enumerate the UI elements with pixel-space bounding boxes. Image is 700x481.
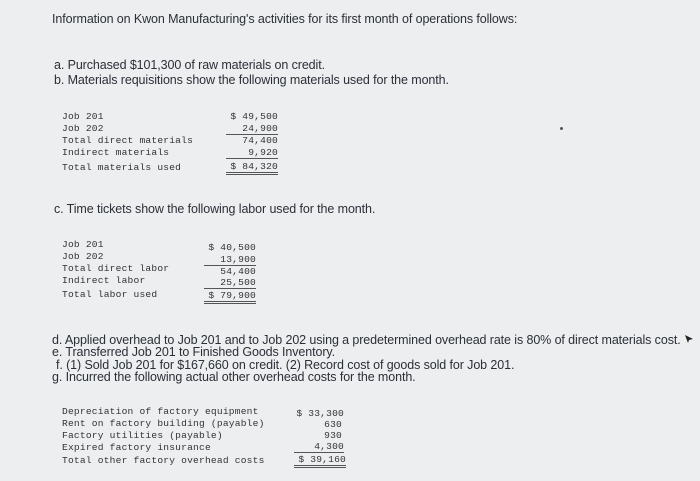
materials-label-total-direct: Total direct materials [62, 135, 194, 146]
labor-label-indirect: Indirect labor [62, 275, 146, 286]
materials-label-job201: Job 201 [62, 111, 104, 122]
labor-label-total-used: Total labor used [62, 289, 158, 300]
materials-amount-job202: 24,900 [226, 123, 278, 135]
cursor-arrow-icon [684, 334, 694, 344]
materials-label-indirect: Indirect materials [62, 147, 170, 158]
labor-label-total-direct: Total direct labor [62, 263, 170, 274]
labor-amount-indirect: 25,500 [204, 277, 256, 289]
item-g-text: g. Incurred the following actual other overhead costs for the month. [52, 370, 416, 384]
overhead-label-rent: Rent on factory building (payable) [62, 418, 265, 429]
materials-amount-total-used: $ 84,320 [226, 161, 278, 175]
labor-label-job201: Job 201 [62, 239, 104, 250]
overhead-amount-depreciation: $ 33,300 [296, 408, 344, 419]
item-b-text: b. Materials requisitions show the following materials used for the month. [54, 73, 449, 87]
materials-amount-job201: $ 49,500 [230, 111, 278, 122]
item-f-text: f. (1) Sold Job 201 for $167,660 on credit. (2) Record cost of goods sold for Job 201. [56, 358, 515, 372]
item-a-text: a. Purchased $101,300 of raw materials on credit. [54, 58, 325, 72]
overhead-amount-insurance: 4,300 [294, 441, 344, 453]
overhead-label-utilities: Factory utilities (payable) [62, 430, 223, 441]
labor-amount-total-direct: 54,400 [220, 266, 256, 277]
intro-text: Information on Kwon Manufacturing's activities for its first month of operations follows: [52, 12, 518, 26]
materials-amount-total-direct: 74,400 [242, 135, 278, 146]
overhead-amount-utilities: 930 [324, 430, 342, 441]
overhead-label-insurance: Expired factory insurance [62, 442, 211, 453]
materials-label-job202: Job 202 [62, 123, 104, 134]
labor-amount-total-used: $ 79,900 [204, 290, 256, 304]
overhead-label-depreciation: Depreciation of factory equipment [62, 406, 259, 417]
materials-label-total-used: Total materials used [62, 162, 182, 173]
item-d-text: d. Applied overhead to Job 201 and to Job 202 using a predetermined overhead rate is 80% of direct materials cost. [52, 333, 681, 347]
labor-amount-job202: 13,900 [204, 254, 256, 266]
overhead-amount-total: $ 39,160 [294, 454, 346, 468]
cursor-dot [560, 127, 563, 130]
labor-amount-job201: $ 40,500 [208, 242, 256, 253]
overhead-amount-rent: 630 [324, 419, 342, 430]
item-c-text: c. Time tickets show the following labor used for the month. [54, 202, 376, 216]
materials-amount-indirect: 9,920 [226, 147, 278, 159]
item-e-text: e. Transferred Job 201 to Finished Goods Inventory. [52, 345, 336, 359]
overhead-label-total: Total other factory overhead costs [62, 455, 265, 466]
labor-label-job202: Job 202 [62, 251, 104, 262]
